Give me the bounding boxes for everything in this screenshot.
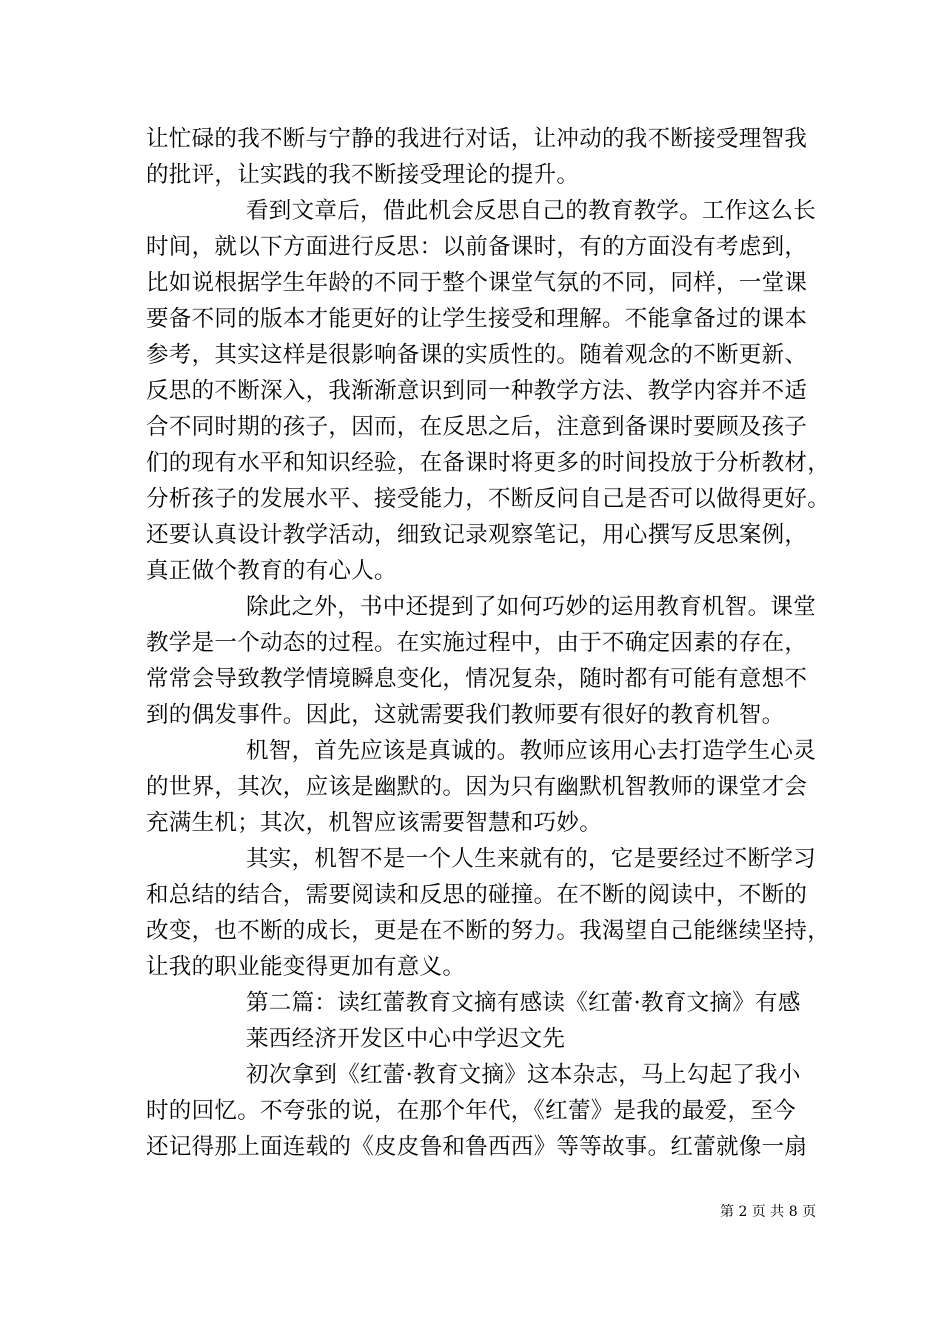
text-line: 合不同时期的孩子，因而，在反思之后，注意到备课时要顾及孩子 <box>146 414 808 440</box>
text-line: 分析孩子的发展水平、接受能力，不断反问自己是否可以做得更好。 <box>146 486 831 512</box>
text-line: 真正做个教育的有心人。 <box>146 558 397 584</box>
author-line: 莱西经济开发区中心中学迟文先 <box>246 1026 566 1052</box>
paragraph-start: 除此之外，书中还提到了如何巧妙的运用教育机智。课堂 <box>246 594 817 620</box>
text-line: 时间，就以下方面进行反思：以前备课时，有的方面没有考虑到， <box>146 234 808 260</box>
text-line: 时的回忆。不夸张的说，在那个年代，《红蕾》是我的最爱，至今 <box>146 1098 796 1124</box>
text-line: 要备不同的版本才能更好的让学生接受和理解。不能拿备过的课本 <box>146 306 808 332</box>
paragraph-start: 机智，首先应该是真诚的。教师应该用心去打造学生心灵 <box>246 738 817 764</box>
text-line: 还要认真设计教学活动，细致记录观察笔记，用心撰写反思案例， <box>146 522 808 548</box>
section-title: 第二篇：读红蕾教育文摘有感读《红蕾·教育文摘》有感 <box>246 990 801 1016</box>
text-line: 让忙碌的我不断与宁静的我进行对话，让冲动的我不断接受理智我 <box>146 126 808 152</box>
paragraph-start: 其实，机智不是一个人生来就有的，它是要经过不断学习 <box>246 846 817 872</box>
text-line: 改变，也不断的成长，更是在不断的努力。我渴望自己能继续坚持， <box>146 918 831 944</box>
text-line: 教学是一个动态的过程。在实施过程中，由于不确定因素的存在， <box>146 630 808 656</box>
text-line: 和总结的结合，需要阅读和反思的碰撞。在不断的阅读中，不断的 <box>146 882 808 908</box>
paragraph-start: 初次拿到《红蕾·教育文摘》这本杂志，马上勾起了我小 <box>246 1062 801 1088</box>
text-line: 的批评，让实践的我不断接受理论的提升。 <box>146 162 580 188</box>
text-line: 比如说根据学生年龄的不同于整个课堂气氛的不同，同样，一堂课 <box>146 270 808 296</box>
page-number: 第 2 页 共 8 页 <box>720 1204 817 1220</box>
text-line: 的世界，其次，应该是幽默的。因为只有幽默机智教师的课堂才会 <box>146 774 808 800</box>
paragraph-start: 看到文章后，借此机会反思自己的教育教学。工作这么长 <box>246 198 817 224</box>
text-line: 反思的不断深入，我渐渐意识到同一种教学方法、教学内容并不适 <box>146 378 808 404</box>
text-line: 们的现有水平和知识经验，在备课时将更多的时间投放于分析教材， <box>146 450 831 476</box>
text-line: 还记得那上面连载的《皮皮鲁和鲁西西》等等故事。红蕾就像一扇 <box>146 1134 808 1160</box>
text-line: 参考，其实这样是很影响备课的实质性的。随着观念的不断更新、 <box>146 342 808 368</box>
text-line: 充满生机；其次，机智应该需要智慧和巧妙。 <box>146 810 603 836</box>
text-line: 到的偶发事件。因此，这就需要我们教师要有很好的教育机智。 <box>146 702 785 728</box>
text-line: 让我的职业能变得更加有意义。 <box>146 954 466 980</box>
text-line: 常常会导致教学情境瞬息变化，情况复杂，随时都有可能有意想不 <box>146 666 808 692</box>
